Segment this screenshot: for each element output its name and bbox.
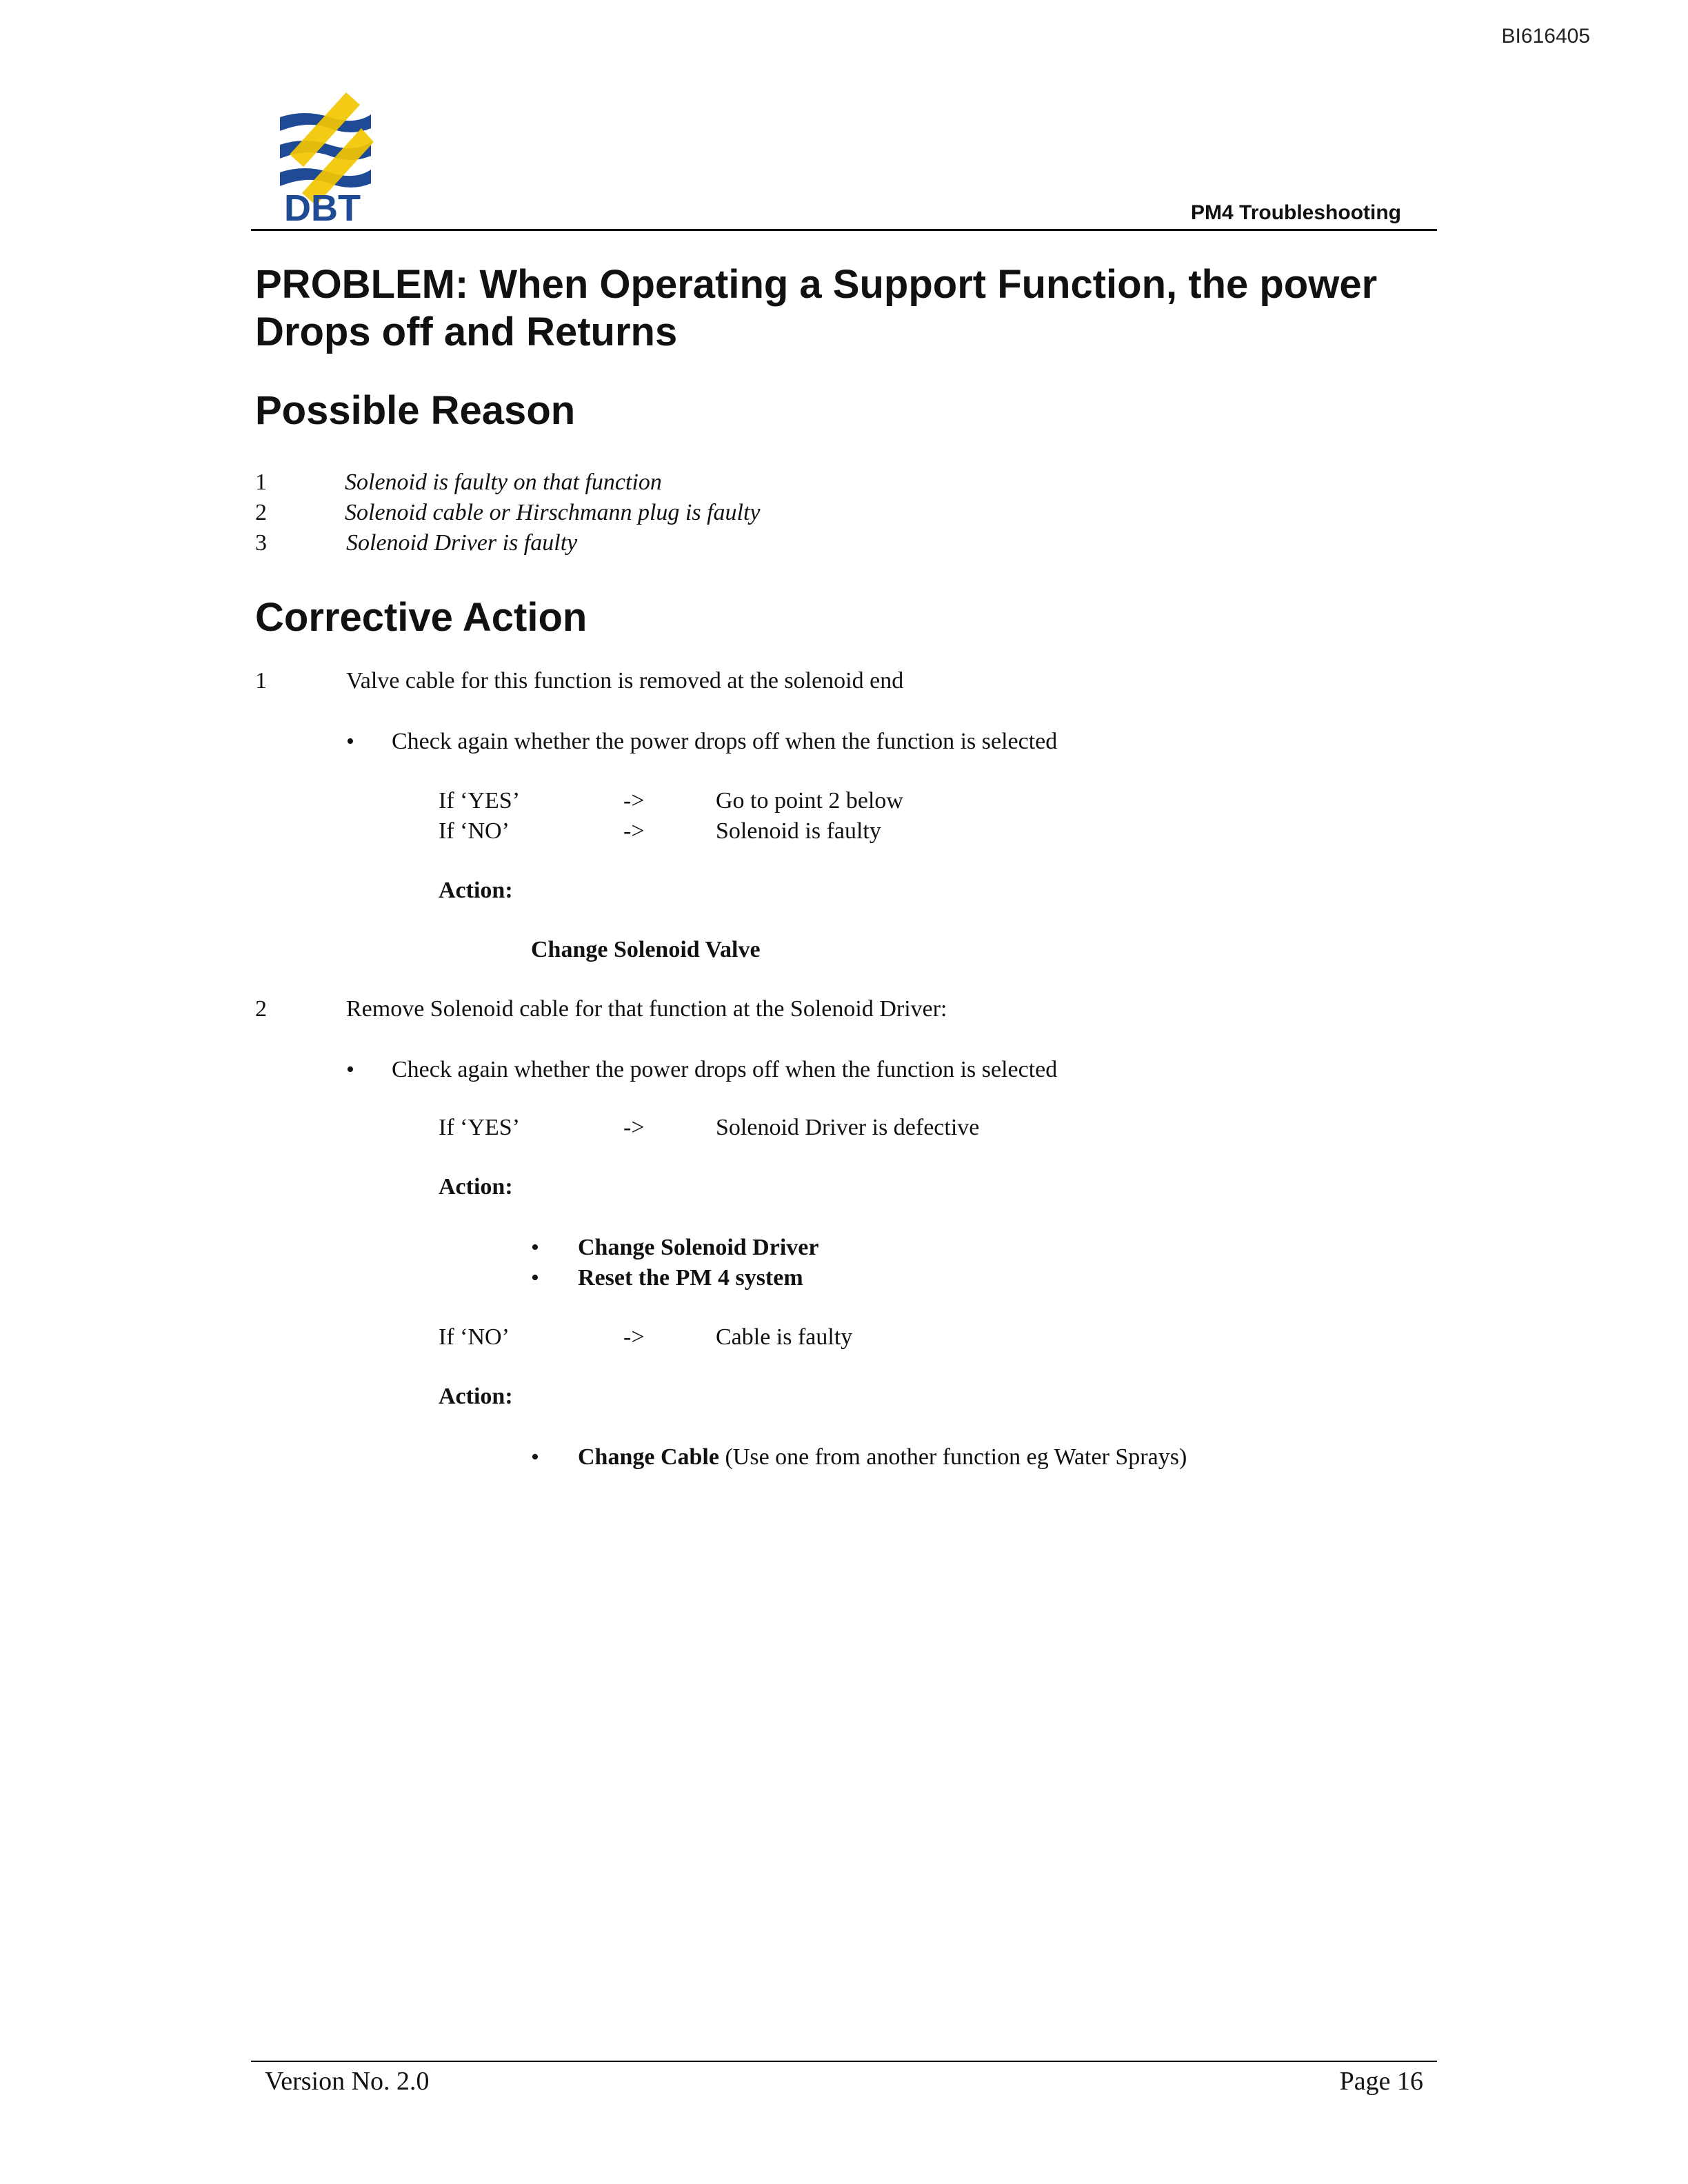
step-number: 2 <box>255 996 267 1022</box>
reason-text: Solenoid cable or Hirschmann plug is faulty <box>345 500 761 525</box>
bullet-icon: • <box>346 1057 354 1082</box>
dbt-logo-icon <box>274 88 385 226</box>
reason-number: 1 <box>255 469 267 495</box>
action-item <box>578 1442 1187 1473</box>
condition-result: Solenoid is faulty <box>716 818 881 844</box>
action-label: Action: <box>439 1384 513 1409</box>
action-item: Change Solenoid Valve <box>531 937 761 962</box>
bullet-icon: • <box>531 1444 539 1470</box>
action-item: Reset the PM 4 system <box>578 1265 803 1291</box>
step-number: 1 <box>255 668 267 694</box>
action-item-note: (Use one from another function eg Water Sprays) <box>719 1444 1187 1470</box>
check-instruction: Check again whether the power drops off when the function is selected <box>392 729 1058 754</box>
arrow-icon: -> <box>623 1115 645 1140</box>
action-label: Action: <box>439 1174 513 1200</box>
version-number: Version No. 2.0 <box>265 2067 430 2096</box>
check-instruction: Check again whether the power drops off when the function is selected <box>392 1057 1058 1082</box>
dbt-logo <box>274 88 385 226</box>
footer-divider <box>251 2061 1437 2062</box>
reason-text: Solenoid Driver is faulty <box>346 530 578 556</box>
reason-number: 2 <box>255 500 267 525</box>
page-number: Page 16 <box>1339 2067 1423 2096</box>
condition-if: If ‘NO’ <box>439 1324 510 1350</box>
step-text: Remove Solenoid cable for that function at the Solenoid Driver: <box>346 996 947 1022</box>
arrow-icon: -> <box>623 1324 645 1350</box>
problem-heading: PROBLEM: When Operating a Support Function, the power Drops off and Returns <box>255 262 1378 354</box>
condition-result: Go to point 2 below <box>716 788 903 813</box>
bullet-icon: • <box>346 729 354 754</box>
reason-number: 3 <box>255 530 267 556</box>
action-item: Change Solenoid Driver <box>578 1235 819 1260</box>
condition-result: Solenoid Driver is defective <box>716 1115 980 1140</box>
step-text: Valve cable for this function is removed at the solenoid end <box>346 668 904 694</box>
bullet-icon: • <box>531 1265 539 1291</box>
bullet-icon: • <box>531 1235 539 1260</box>
header-divider <box>251 229 1437 231</box>
reason-text: Solenoid is faulty on that function <box>345 469 662 495</box>
header-title: PM4 Troubleshooting <box>1191 201 1401 224</box>
possible-reason-title: Possible Reason <box>255 388 576 433</box>
action-label: Action: <box>439 878 513 903</box>
arrow-icon: -> <box>623 818 645 844</box>
condition-result: Cable is faulty <box>716 1324 853 1350</box>
arrow-icon: -> <box>623 788 645 813</box>
condition-if: If ‘YES’ <box>439 788 521 813</box>
condition-if: If ‘YES’ <box>439 1115 521 1140</box>
action-item-bold: Change Cable <box>578 1444 719 1470</box>
condition-if: If ‘NO’ <box>439 818 510 844</box>
corrective-action-title: Corrective Action <box>255 595 587 640</box>
logo-text: DBT <box>284 188 361 226</box>
document-id: BI616405 <box>1501 25 1590 48</box>
